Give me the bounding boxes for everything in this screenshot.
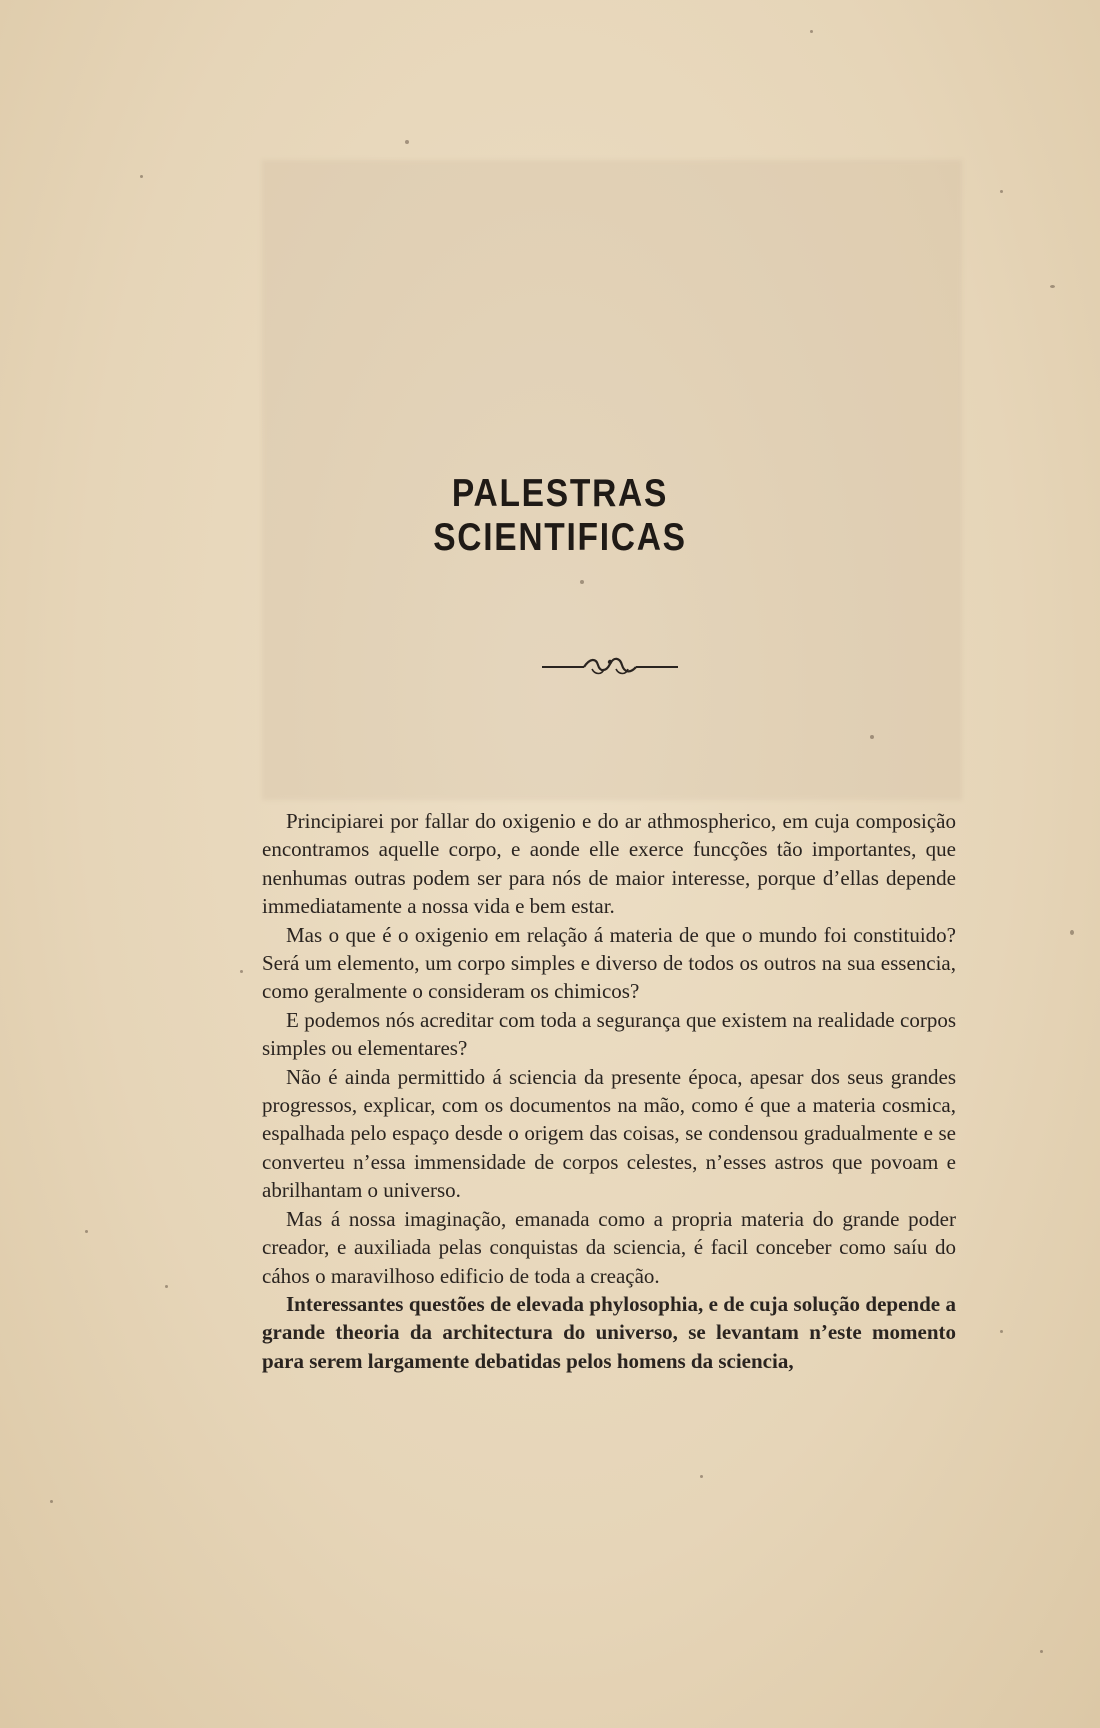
scroll-ornament-icon: [540, 650, 680, 680]
paragraph: Principiarei por fallar do oxigenio e do ar athmospherico, em cuja composição encontramos aquelle corpo, e aonde elle exerce funcções tão importantes, que nenhumas outras podem ser para nós de maior interesse, porque d’ellas depende immediatamente a nossa vida e bem estar.: [262, 809, 956, 919]
paragraph: Mas á nossa imaginação, emanada como a propria materia do grande poder creador, e auxiliada pelas conquistas da sciencia, é facil conceber como saíu do cáhos o maravilhoso edificio de toda a creação.: [262, 1206, 956, 1288]
paragraph: Mas o que é o oxigenio em relação á materia de que o mundo foi constituido? Será um elemento, um corpo simples e diverso de todos os outros na sua essencia, como geralmente o consideram os chimicos?: [262, 922, 956, 1004]
article-title: PALESTRAS SCIENTIFICAS: [433, 472, 687, 559]
paragraph: Não é ainda permittido á sciencia da presente época, apesar dos seus grandes progressos, explicar, com os documentos na mão, como é que a materia cosmica, espalhada pelo espaço desde o origem das coisas, se condensou gradualmente e se converteu n’essa immensidade de corpos celestes, n’esses astros que povoam e abrilhantam o universo.: [262, 1064, 956, 1203]
article-body: [262, 807, 956, 1375]
paragraph: E podemos nós acreditar com toda a segurança que existem na realidade corpos simples ou elementares?: [262, 1007, 956, 1061]
paragraph: Interessantes questões de elevada phylosophia, e de cuja solução depende a grande theoria da architectura do universo, se levantam n’este momento para serem largamente debatidas pelos homens da sciencia,: [262, 1291, 956, 1373]
